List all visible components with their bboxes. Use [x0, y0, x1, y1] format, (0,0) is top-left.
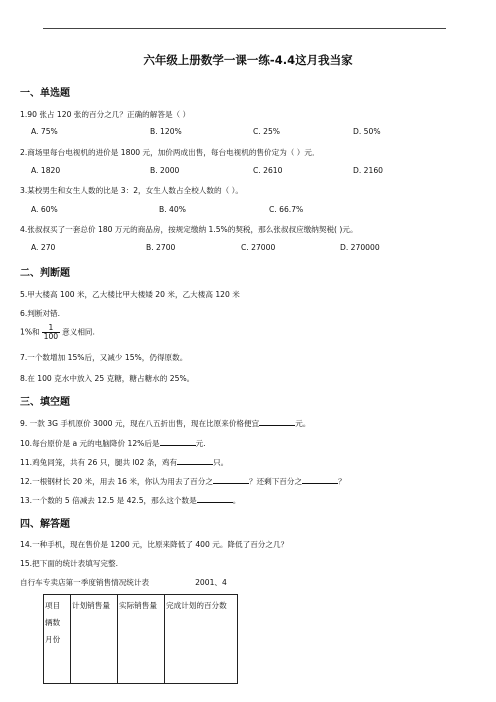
question-1-options — [0, 127, 496, 139]
fraction-one-hundredth — [42, 324, 61, 341]
question-4-options — [0, 243, 496, 255]
answer-blank[interactable] — [177, 456, 213, 465]
option-c: C. 2610 — [253, 166, 283, 175]
question-9 — [20, 417, 310, 429]
option-a: A. 75% — [31, 127, 58, 136]
q6-prefix: 1%和 — [20, 327, 40, 337]
header-rule — [43, 28, 446, 29]
answer-blank[interactable] — [259, 417, 295, 426]
answer-blank[interactable] — [213, 475, 249, 484]
question-5: 5.甲大楼高 100 米，乙大楼比甲大楼矮 20 米，乙大楼高 120 米 — [20, 290, 240, 299]
option-b: B. 2000 — [150, 166, 180, 175]
option-a: A. 270 — [31, 243, 56, 252]
table-date: 2001、4 — [195, 578, 227, 587]
question-6: 6.判断对错. — [20, 309, 61, 318]
q12-text: 12.一根钢材长 20 米，用去 16 米，你认为用去了百分之 — [20, 477, 213, 486]
q13-end: 。 — [232, 496, 241, 505]
option-d: D. 2160 — [353, 166, 384, 175]
option-b: B. 2700 — [146, 243, 176, 252]
q11-text: 11.鸡兔同笼，共有 26 只，腿共 l02 条，鸡有 — [20, 458, 178, 467]
section-heading-single-choice: 一、单选题 — [20, 88, 70, 99]
q13-text: 13.一个数的 5 倍减去 12.5 是 42.5，那么这个数是 — [20, 496, 197, 505]
option-b: B. 120% — [150, 127, 182, 136]
q9-unit: 元。 — [295, 419, 311, 428]
question-3-options — [0, 205, 496, 217]
option-c: C. 27000 — [241, 243, 276, 252]
q12-text-2: ？还剩下百分之 — [248, 477, 303, 486]
question-14: 14.一种手机，现在售价是 1200 元，比原来降低了 400 元。降低了百分之几？ — [20, 540, 289, 549]
q10-unit: 元. — [195, 439, 206, 448]
section-heading-fill-blank: 三、填空题 — [20, 397, 70, 408]
q10-text: 10.每台原价是 a 元的电脑降价 12%后是 — [20, 439, 160, 448]
fraction-denominator: 100 — [43, 332, 59, 341]
answer-blank[interactable] — [302, 475, 338, 484]
option-b: B. 40% — [159, 205, 186, 214]
option-a: A. 1820 — [31, 166, 61, 175]
question-13 — [20, 494, 240, 506]
question-10 — [20, 437, 206, 449]
table-caption: 自行车专卖店第一季度销售情况统计表 — [20, 578, 150, 587]
corner-header-cell — [44, 595, 71, 684]
question-6-statement — [20, 324, 95, 341]
option-a: A. 60% — [31, 205, 58, 214]
question-12 — [20, 475, 346, 487]
table-caption-line — [20, 577, 227, 588]
header-planned-sales: 计划销售量 — [71, 595, 118, 684]
corner-label-count: 辆数 — [45, 618, 61, 627]
fraction-numerator: 1 — [42, 324, 61, 333]
question-7: 7.一个数增加 15%后，又减少 15%，仍得原数。 — [20, 353, 188, 362]
sales-stats-table — [43, 594, 238, 684]
page-title: 六年级上册数学一课一练-4.4这月我当家 — [143, 53, 353, 67]
answer-blank[interactable] — [160, 437, 196, 446]
table-header-row — [44, 595, 238, 684]
section-heading-true-false: 二、判断题 — [20, 268, 70, 279]
question-11 — [20, 456, 228, 468]
question-1: 1.90 张占 120 张的百分之几？正确的解答是（ ） — [20, 110, 191, 119]
corner-label-month: 月份 — [45, 635, 61, 644]
option-c: C. 25% — [253, 127, 281, 136]
question-4: 4.张叔叔买了一套总价 180 万元的商品房，按规定缴纳 1.5%的契税，那么张叔叔应缴纳契税( )元。 — [20, 225, 358, 234]
option-d: D. 270000 — [340, 243, 380, 252]
question-3: 3.某校男生和女生人数的比是 3：2，女生人数占全校人数的（ ）。 — [20, 186, 243, 195]
question-15: 15.把下面的统计表填写完整. — [20, 559, 119, 568]
question-2: 2.商场里每台电视机的进价是 1800 元，加价两成出售，每台电视机的售价定为（ ）元． — [20, 148, 320, 157]
option-d: D. 50% — [353, 127, 381, 136]
question-2-options — [0, 166, 496, 178]
q6-suffix: 意义相同. — [62, 327, 95, 337]
section-heading-solve: 四、解答题 — [20, 519, 70, 530]
question-8: 8.在 100 克水中放入 25 克糖，糖占糖水的 25%。 — [20, 374, 195, 383]
header-actual-sales: 实际销售量 — [118, 595, 165, 684]
q11-unit: 只。 — [213, 458, 229, 467]
header-completion-percent: 完成计划的百分数 — [165, 595, 238, 684]
q12-end: ？ — [338, 477, 346, 486]
corner-label-item: 项目 — [45, 601, 61, 610]
answer-blank[interactable] — [197, 494, 233, 503]
q9-text: 9. 一款 3G 手机原价 3000 元，现在八五折出售，现在比原来价格便宜 — [20, 419, 260, 428]
option-c: C. 66.7% — [269, 205, 304, 214]
